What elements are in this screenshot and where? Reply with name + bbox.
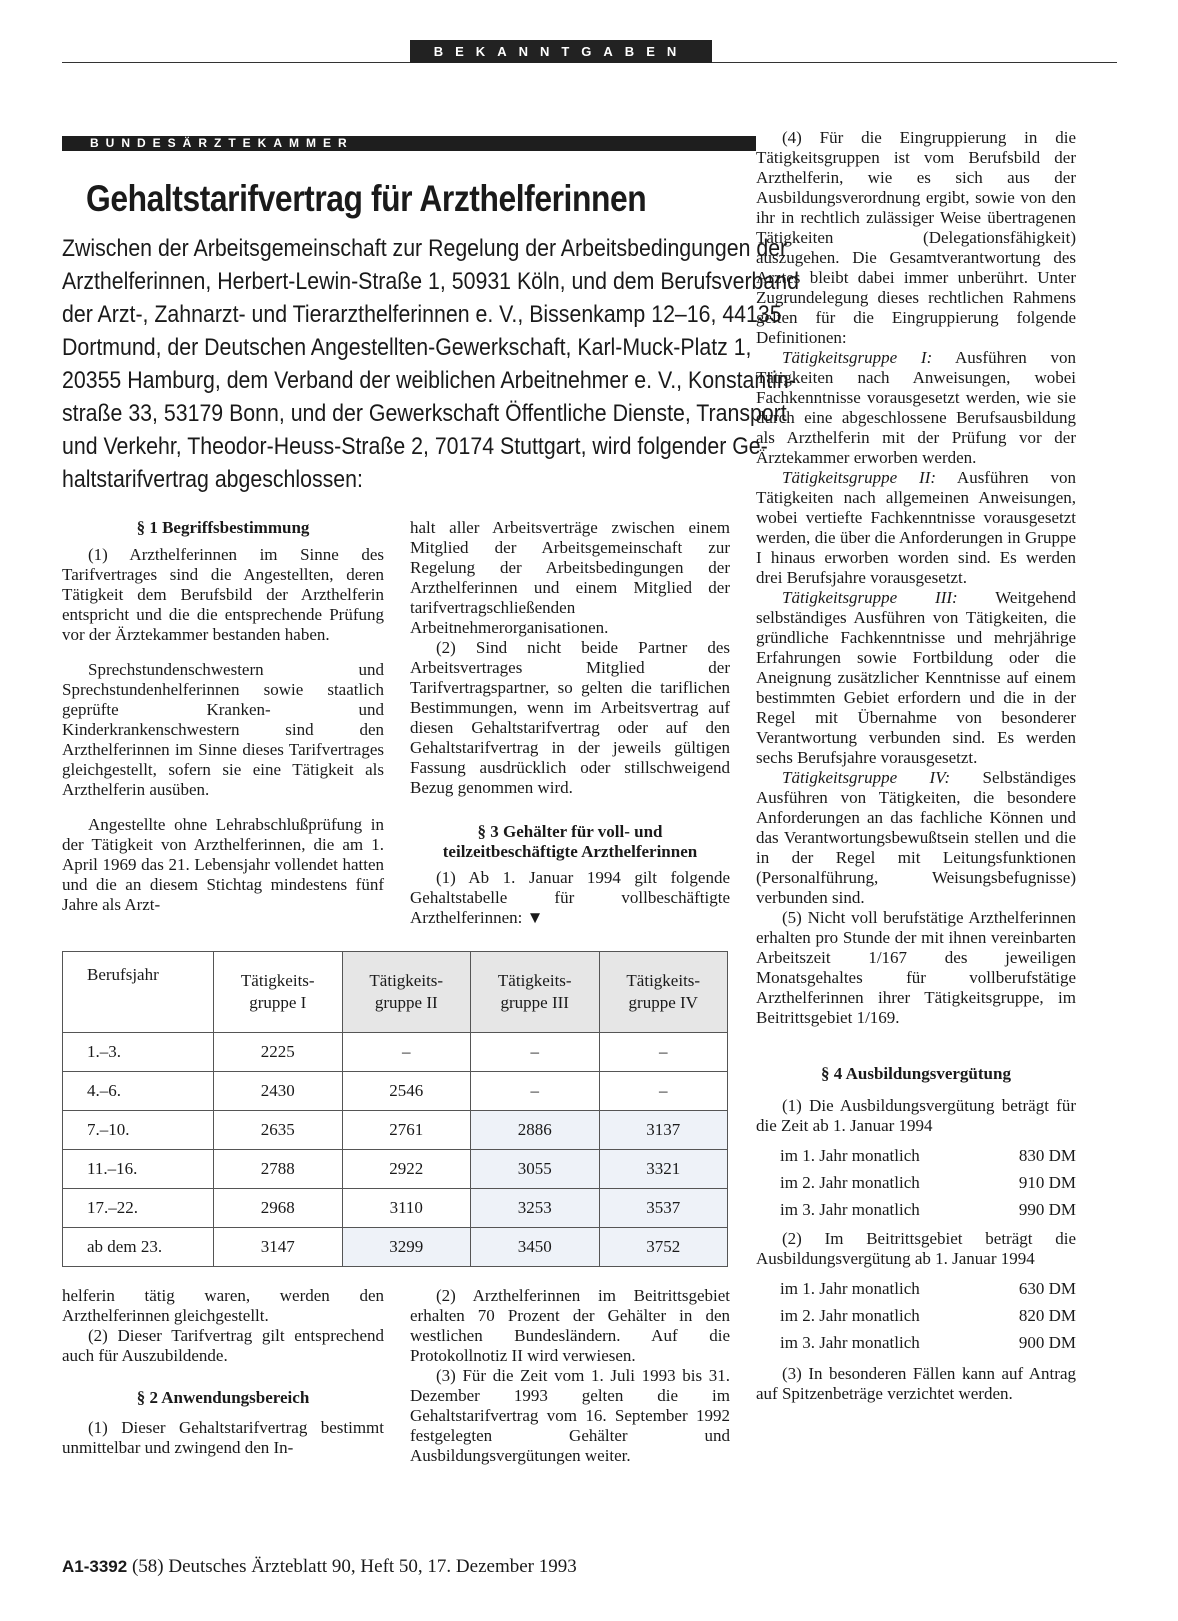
table-cell: –: [599, 1072, 728, 1111]
lead-paragraph: [62, 232, 799, 496]
table-cell: ab dem 23.: [63, 1228, 214, 1267]
section-label-bar: BUNDESÄRZTEKAMMER: [62, 136, 756, 151]
page-footer: [62, 1556, 577, 1578]
headline: Gehaltstarifvertrag für Arzthelferinnen: [86, 178, 647, 219]
pay-row: [756, 1142, 1076, 1169]
section-heading: teilzeitbeschäftigte Arzthelferinnen: [442, 842, 698, 861]
column-3: [756, 128, 1076, 1404]
table-header: Tätigkeits- gruppe IV: [599, 952, 728, 1033]
table-cell: 3537: [599, 1189, 728, 1228]
table-cell: 17.–22.: [63, 1189, 214, 1228]
column-2-upper: [410, 518, 730, 928]
paragraph: [756, 348, 1076, 468]
lead-line: haltstarifvertrag abgeschlossen:: [62, 466, 363, 493]
paragraph: (1) Ab 1. Januar 1994 gilt folgende Gehaltstabelle für vollbeschäftigte Arzthelferinnen: ▼: [410, 868, 730, 927]
table-cell: 3137: [599, 1111, 728, 1150]
table-row: [63, 1189, 728, 1228]
section-heading: § 4 Ausbildungsvergütung: [821, 1064, 1011, 1083]
paragraph: (5) Nicht voll berufstätige Arzthelferinnen erhalten pro Stunde der mit ihnen vereinbarten Arbeitszeit 1/167 des jeweiligen Monatsgehaltes für vollberufstätige Arzthelferinnen ihrer Tätigkeitsgruppe, im Beitrittsgebiet 1/169.: [756, 908, 1076, 1027]
table-cell: 2886: [471, 1111, 600, 1150]
salary-table-grid: [62, 951, 728, 1267]
lead-line: Zwischen der Arbeitsgemeinschaft zur Regelung der Arbeitsbedingungen der: [62, 235, 788, 262]
table-cell: –: [471, 1072, 600, 1111]
group-label: Tätigkeitsgruppe IV:: [782, 768, 951, 787]
table-cell: –: [342, 1033, 471, 1072]
table-cell: 3450: [471, 1228, 600, 1267]
section-heading: § 1 Begriffsbestimmung: [136, 518, 310, 537]
lead-line: straße 33, 53179 Bonn, und der Gewerkschaft Öffentliche Dienste, Transport: [62, 400, 787, 427]
pay-amount: 990 DM: [1018, 1200, 1076, 1219]
pay-amount: 630 DM: [1018, 1279, 1076, 1298]
group-text: Ausführen von Tätigkeiten nach allgemeinen Anweisungen, wobei vertiefte Fachkenntnisse vorausgesetzt werden, die über die Anforderungen in Gruppe I hinaus erworben worden sind. Es werden drei Berufsjahre vorausgesetzt.: [756, 468, 1076, 587]
pay-label: im 2. Jahr monatlich: [780, 1173, 920, 1192]
footer-citation: (58) Deutsches Ärzteblatt 90, Heft 50, 17. Dezember 1993: [127, 1556, 577, 1577]
group-label: Tätigkeitsgruppe I:: [782, 348, 933, 367]
pay-row: [756, 1169, 1076, 1196]
paragraph: [756, 588, 1076, 768]
pay-amount: 830 DM: [1018, 1146, 1076, 1165]
paragraph: Sprechstundenschwestern und Sprechstundenhelferinnen sowie staatlich geprüfte Kranken- und Kinderkrankenschwestern sind den Arzthelferinnen im Sinne dieses Tarifvertrages gleichgestellt, sofern sie eine Tätigkeit als Arzthelferin ausüben.: [62, 660, 384, 799]
column-1-lower: [62, 1286, 384, 1458]
table-cell: 2968: [214, 1189, 343, 1228]
lead-line: der Arzt-, Zahnarzt- und Tierarzthelferinnen e. V., Bissenkamp 12–16, 44135: [62, 301, 782, 328]
paragraph: [756, 768, 1076, 908]
pay-list-west: [756, 1142, 1076, 1223]
pay-amount: 820 DM: [1018, 1306, 1076, 1325]
table-header: Tätigkeits- gruppe III: [471, 952, 600, 1033]
paragraph: (1) Arzthelferinnen im Sinne des Tarifvertrages sind die Angestellten, deren Tätigkeit dem Berufsbild der Arzthelferin entspricht und die die entsprechende Prüfung vor der Ärztekammer bestanden haben.: [62, 545, 384, 644]
group-text: Weitgehend selbständiges Ausführen von Tätigkeiten, die gründliche Fachkenntnisse und mehrjährige Erfahrungen sowie Fortbildung oder die Aneignung zusätzlicher Kenntnisse auf einem bestimmten Gebiet erfordern und die in der Regel mit Übernahme von besonderer Verantwortung verbunden sind. Es werden sechs Berufsjahre vorausgesetzt.: [756, 588, 1076, 767]
table-cell: 4.–6.: [63, 1072, 214, 1111]
table-cell: 2788: [214, 1150, 343, 1189]
table-cell: 3147: [214, 1228, 343, 1267]
pay-row: [756, 1329, 1076, 1356]
paragraph: (2) Sind nicht beide Partner des Arbeitsvertrages Mitglied der Tarifvertragspartner, so gelten die tariflichen Bestimmungen, wenn im Arbeitsvertrag auf diesen Gehaltstarifvertrag oder auf den Gehaltstarifvertrag in der jeweils gültigen Fassung ausdrücklich oder stillschweigend Bezug genommen wird.: [410, 638, 730, 797]
column-1-upper: [62, 518, 384, 915]
group-text: Selbständiges Ausführen von Tätigkeiten, die besondere Anforderungen an das fachliche Können und das Verantwortungsbewußtsein stellen und die in der Regel mit Leitungsfunktionen (Personalführung, Weisungsbefugnisse) verbunden sind.: [756, 768, 1076, 907]
pay-row: [756, 1275, 1076, 1302]
table-cell: 7.–10.: [63, 1111, 214, 1150]
table-cell: 3110: [342, 1189, 471, 1228]
table-row: [63, 1111, 728, 1150]
table-cell: 3752: [599, 1228, 728, 1267]
paragraph: (3) In besonderen Fällen kann auf Antrag auf Spitzenbeträge verzichtet werden.: [756, 1364, 1076, 1403]
table-row: [63, 1033, 728, 1072]
section-heading: § 2 Anwendungsbereich: [136, 1388, 310, 1407]
pay-amount: 910 DM: [1018, 1173, 1076, 1192]
table-row: [63, 1072, 728, 1111]
paragraph: (2) Dieser Tarifvertrag gilt entsprechend auch für Auszubildende.: [62, 1326, 384, 1365]
group-text: Ausführen von Tätigkeiten nach Anweisungen, wobei Fachkenntnisse vorausgesetzt werden, wie sie durch eine abgeschlossene Berufsausbildung als Arzthelferin mit der Prüfung vor der Ärztekammer erworben werden.: [756, 348, 1076, 467]
pay-label: im 1. Jahr monatlich: [780, 1279, 920, 1298]
group-label: Tätigkeitsgruppe III:: [782, 588, 958, 607]
table-cell: 2761: [342, 1111, 471, 1150]
table-cell: 2546: [342, 1072, 471, 1111]
salary-table: [62, 951, 728, 1267]
pay-row: [756, 1196, 1076, 1223]
paragraph: (1) Dieser Gehaltstarifvertrag bestimmt unmittelbar und zwingend den In-: [62, 1418, 384, 1457]
table-cell: 1.–3.: [63, 1033, 214, 1072]
pay-label: im 2. Jahr monatlich: [780, 1306, 920, 1325]
pay-label: im 3. Jahr monatlich: [780, 1200, 920, 1219]
table-row: [63, 1150, 728, 1189]
pay-label: im 1. Jahr monatlich: [780, 1146, 920, 1165]
table-cell: 2922: [342, 1150, 471, 1189]
table-cell: 3055: [471, 1150, 600, 1189]
table-cell: 3253: [471, 1189, 600, 1228]
lead-line: 20355 Hamburg, dem Verband der weiblichen Arbeitnehmer e. V., Konstantin-: [62, 367, 796, 394]
paragraph: [756, 468, 1076, 588]
paragraph: (1) Die Ausbildungsvergütung beträgt für die Zeit ab 1. Januar 1994: [756, 1096, 1076, 1135]
lead-line: und Verkehr, Theodor-Heuss-Straße 2, 70174 Stuttgart, wird folgender Ge-: [62, 433, 768, 460]
pay-row: [756, 1302, 1076, 1329]
lead-line: Dortmund, der Deutschen Angestellten-Gewerkschaft, Karl-Muck-Platz 1,: [62, 334, 752, 361]
table-header-row: [63, 952, 728, 1033]
paragraph: (3) Für die Zeit vom 1. Juli 1993 bis 31. Dezember 1993 gelten die im Gehaltstarifvertrag vom 16. September 1992 festgelegten Gehälter und Ausbildungsvergütungen weiter.: [410, 1366, 730, 1465]
page-number: A1-3392: [62, 1557, 128, 1576]
pay-label: im 3. Jahr monatlich: [780, 1333, 920, 1352]
table-cell: 2430: [214, 1072, 343, 1111]
table-cell: 2635: [214, 1111, 343, 1150]
table-cell: –: [471, 1033, 600, 1072]
group-label: Tätigkeitsgruppe II:: [782, 468, 937, 487]
table-header: Tätigkeits- gruppe II: [342, 952, 471, 1033]
table-cell: 3321: [599, 1150, 728, 1189]
column-2-lower: [410, 1286, 730, 1466]
table-cell: 11.–16.: [63, 1150, 214, 1189]
lead-line: Arzthelferinnen, Herbert-Lewin-Straße 1, 50931 Köln, und dem Berufsverband: [62, 268, 799, 295]
pay-amount: 900 DM: [1018, 1333, 1076, 1352]
paragraph: (2) Im Beitrittsgebiet beträgt die Ausbildungsvergütung ab 1. Januar 1994: [756, 1229, 1076, 1268]
paragraph: Angestellte ohne Lehrabschlußprüfung in der Tätigkeit von Arzthelferinnen, die am 1. April 1969 das 21. Lebensjahr vollendet hatten und die an diesem Stichtag mindestens fünf Jahre als Arzt-: [62, 815, 384, 914]
paragraph: helferin tätig waren, werden den Arzthelferinnen gleichgestellt.: [62, 1286, 384, 1325]
table-cell: 2225: [214, 1033, 343, 1072]
paragraph: halt aller Arbeitsverträge zwischen einem Mitglied der Arbeitsgemeinschaft zur Regelung der Arbeitsbedingungen der Arzthelferinnen und einem Mitglied der tarifvertragschließenden Arbeitnehmerorganisationen.: [410, 518, 730, 637]
table-header: Berufsjahr: [63, 952, 214, 1033]
section-banner: BEKANNTGABEN: [410, 40, 712, 63]
paragraph: (4) Für die Eingruppierung in die Tätigkeitsgruppen ist vom Berufsbild der Arzthelferin, wie es sich aus der Ausbildungsverordnung ergibt, sowie von den ihr in rechtlich zulässiger Weise übertragenen Tätigkeiten (Delegationsfähigkeit) auszugehen. Die Gesamtverantwortung des Arztes bleibt dabei immer unberührt. Unter Zugrundelegung dieses rechtlichen Rahmens gelten für die Eingruppierung folgende Definitionen:: [756, 128, 1076, 347]
table-row: [63, 1228, 728, 1267]
table-cell: –: [599, 1033, 728, 1072]
pay-list-east: [756, 1275, 1076, 1356]
section-heading: § 3 Gehälter für voll- und: [477, 822, 663, 841]
table-header: Tätigkeits- gruppe I: [214, 952, 343, 1033]
paragraph: (2) Arzthelferinnen im Beitrittsgebiet erhalten 70 Prozent der Gehälter in den westlichen Bundesländern. Auf die Protokollnotiz II wird verwiesen.: [410, 1286, 730, 1365]
table-cell: 3299: [342, 1228, 471, 1267]
